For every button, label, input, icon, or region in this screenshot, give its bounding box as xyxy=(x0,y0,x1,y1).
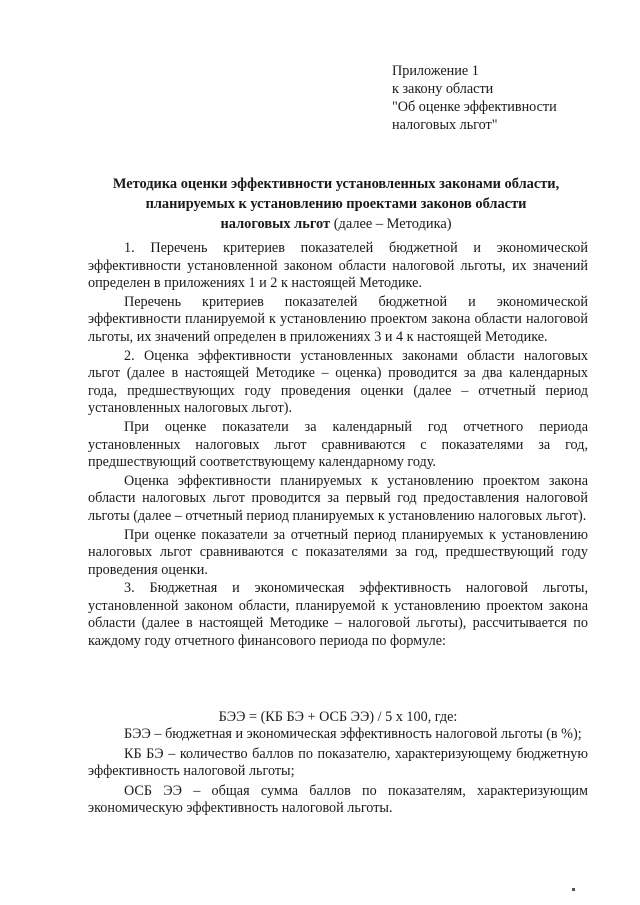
appendix-line: "Об оценке эффективности xyxy=(392,99,557,115)
title-line: Методика оценки эффективности установленных законами области, xyxy=(112,176,560,192)
document-title xyxy=(80,174,592,234)
paragraph: 2. Оценка эффективности установленных законами области налоговых льгот (далее в настоящей Методике – оценка) проводится за два календарных года, предшествующих году проведения оценки (далее – отчетный период установленных налоговых льгот). xyxy=(88,347,588,417)
paragraph: При оценке показатели за отчетный период планируемых к установлению налоговых льгот сравниваются с показателями за год, предшествующий году проведения оценки. xyxy=(88,526,588,578)
paragraph: 3. Бюджетная и экономическая эффективность налоговой льготы, установленной законом области, планируемой к установлению проектом закона области (далее в настоящей Методике – налоговой льготы), рассчитывается по каждому году отчетного финансового периода по формуле: xyxy=(88,580,588,650)
paragraph: Перечень критериев показателей бюджетной и экономической эффективности планируемой к установлению проектом закона области налоговой льготы, их значений определен в приложениях 3 и 4 к настоящей Методике. xyxy=(88,293,588,345)
title-line-note: (далее – Методика) xyxy=(333,216,452,232)
title-line xyxy=(80,214,592,234)
appendix-line: налоговых льгот" xyxy=(392,117,498,133)
title-line-bold: налоговых льгот xyxy=(220,216,331,232)
formula-definitions xyxy=(88,726,588,818)
title-line: планируемых к установлению проектами законов области xyxy=(145,196,527,212)
paragraph: 1. Перечень критериев показателей бюджетной и экономической эффективности установленной законом области налоговой льготы, их значений определен в приложениях 1 и 2 к настоящей Методике. xyxy=(88,240,588,292)
formula: БЭЭ = (КБ БЭ + ОСБ ЭЭ) / 5 х 100, где: xyxy=(218,709,458,725)
definition: БЭЭ – бюджетная и экономическая эффективность налоговой льготы (в %); xyxy=(124,726,582,742)
definition: ОСБ ЭЭ – общая сумма баллов по показателям, характеризующим экономическую эффективность налоговой льготы. xyxy=(88,782,588,817)
definition: КБ БЭ – количество баллов по показателю, характеризующему бюджетную эффективность налоговой льготы; xyxy=(88,745,588,780)
appendix-line: к закону области xyxy=(392,81,494,97)
paragraph: Оценка эффективности планируемых к установлению проектом закона области налоговых льгот проводится за первый год предоставления налоговой льготы (далее – отчетный период планируемых к установлению налоговых льгот). xyxy=(88,472,588,524)
document-body xyxy=(88,240,588,651)
paragraph: При оценке показатели за календарный год отчетного периода установленных налоговых льгот сравниваются с показателями за год, предшествующий соответствующему календарному году. xyxy=(88,418,588,471)
appendix-header xyxy=(392,62,612,134)
scan-dot xyxy=(572,888,575,891)
appendix-line: Приложение 1 xyxy=(392,63,479,79)
